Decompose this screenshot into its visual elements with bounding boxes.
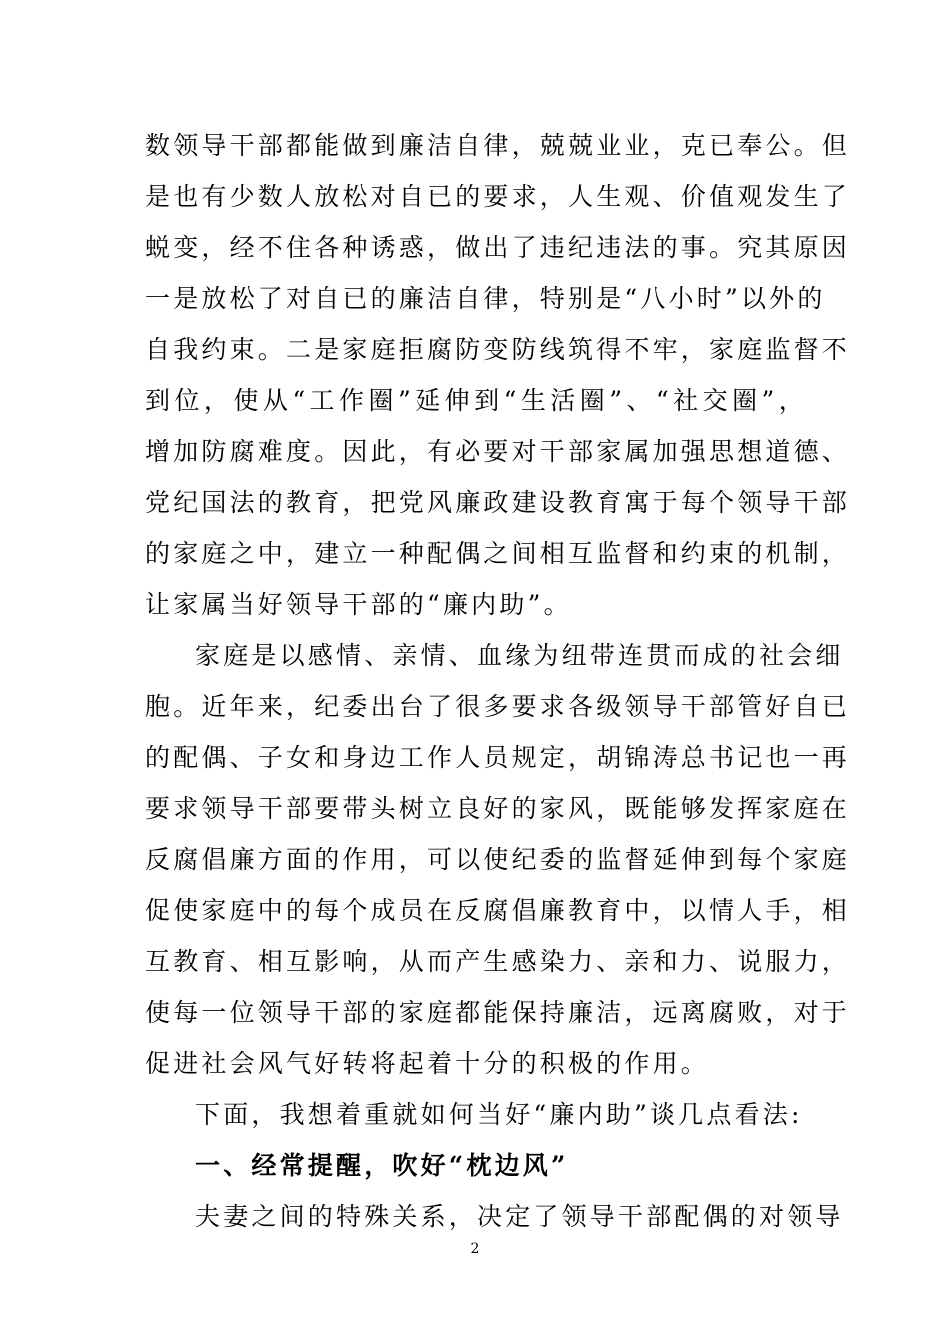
- body-text-line: 的家庭之中，建立一种配偶之间相互监督和约束的机制，: [145, 539, 851, 568]
- body-text-line: 增加防腐难度。因此，有必要对干部家属加强思想道德、: [145, 437, 851, 466]
- paragraph-first-line: 夫妻之间的特殊关系，决定了领导干部配偶的对领导: [195, 1202, 844, 1231]
- body-text-line: 到位，使从“工作圈”延伸到“生活圈”、“社交圈”，: [145, 386, 807, 415]
- body-text-line: 反腐倡廉方面的作用，可以使纪委的监督延伸到每个家庭: [145, 845, 851, 874]
- body-text-line: 促进社会风气好转将起着十分的积极的作用。: [145, 1049, 710, 1078]
- body-text-line: 互教育、相互影响，从而产生感染力、亲和力、说服力，: [145, 947, 851, 976]
- body-text-line: 使每一位领导干部的家庭都能保持廉洁，远离腐败，对于: [145, 998, 851, 1027]
- body-text-line: 让家属当好领导干部的“廉内助”。: [145, 590, 572, 619]
- section-heading: 一、经常提醒，吹好“枕边风”: [195, 1151, 569, 1180]
- paragraph-first-line: 家庭是以感情、亲情、血缘为纽带连贯而成的社会细: [195, 641, 844, 670]
- body-text-line: 是也有少数人放松对自已的要求，人生观、价值观发生了: [145, 182, 851, 211]
- body-text-line: 促使家庭中的每个成员在反腐倡廉教育中，以情人手，相: [145, 896, 851, 925]
- body-text-line: 自我约束。二是家庭拒腐防变防线筑得不牢，家庭监督不: [145, 335, 851, 364]
- body-text-line: 一是放松了对自已的廉洁自律，特别是“八小时”以外的: [145, 284, 826, 313]
- body-text-line: 数领导干部都能做到廉洁自律，兢兢业业，克已奉公。但: [145, 131, 851, 160]
- body-text-line: 要求领导干部要带头树立良好的家风，既能够发挥家庭在: [145, 794, 851, 823]
- body-text-line: 蜕变，经不住各种诱惑，做出了违纪违法的事。究其原因: [145, 233, 851, 262]
- page-number: 2: [470, 1241, 480, 1257]
- body-text-line: 党纪国法的教育，把党风廉政建设教育寓于每个领导干部: [145, 488, 851, 517]
- body-text-line: 胞。近年来，纪委出台了很多要求各级领导干部管好自已: [145, 692, 851, 721]
- paragraph-first-line: 下面，我想着重就如何当好“廉内助”谈几点看法:: [195, 1100, 803, 1129]
- body-text-line: 的配偶、子女和身边工作人员规定，胡锦涛总书记也一再: [145, 743, 851, 772]
